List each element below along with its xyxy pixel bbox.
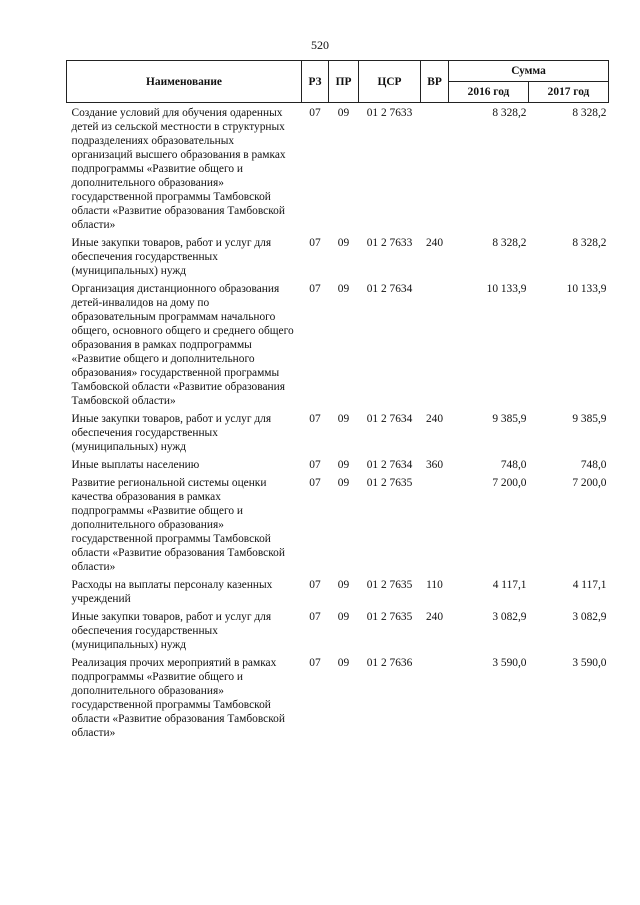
row-name: Развитие региональной системы оценки качества образования в рамках подпрограммы «Развитие общего и дополнительного образования» государственной программы Тамбовской области «Развитие образования Тамбовской области» (71, 477, 285, 573)
budget-table (66, 60, 609, 740)
table-row (67, 454, 609, 472)
row-vr (421, 652, 449, 740)
row-rz: 07 (309, 413, 321, 425)
row-vr: 360 (425, 459, 444, 471)
row-rz: 07 (309, 477, 321, 489)
row-pr: 09 (337, 611, 350, 623)
row-csr: 01 2 7634 (366, 283, 413, 295)
header-sum: Сумма (449, 61, 609, 82)
row-csr: 01 2 7635 (366, 579, 413, 591)
row-vr: 110 (426, 579, 443, 591)
row-sum-2017: 9 385,9 (572, 413, 607, 425)
row-csr: 01 2 7635 (366, 611, 413, 623)
table-row (67, 606, 609, 652)
row-vr: 240 (425, 413, 444, 425)
row-vr (421, 278, 449, 408)
row-csr: 01 2 7633 (366, 237, 413, 249)
row-rz: 07 (309, 237, 321, 249)
row-csr: 01 2 7635 (366, 477, 413, 489)
table-row (67, 103, 609, 233)
row-csr: 01 2 7634 (366, 459, 413, 471)
row-vr: 240 (425, 611, 444, 623)
row-sum-2017: 7 200,0 (572, 477, 607, 489)
row-pr: 09 (337, 107, 350, 119)
row-vr (421, 472, 449, 574)
row-sum-2016: 3 590,0 (492, 657, 527, 669)
table-row (67, 408, 609, 454)
row-sum-2016: 7 200,0 (492, 477, 527, 489)
row-pr: 09 (337, 579, 350, 591)
row-rz: 07 (309, 611, 321, 623)
row-name: Иные закупки товаров, работ и услуг для обеспечения государственных (муниципальных) нужд (71, 413, 272, 453)
row-sum-2016: 8 328,2 (492, 107, 527, 119)
row-sum-2016: 9 385,9 (492, 413, 527, 425)
row-rz: 07 (309, 283, 321, 295)
header-rz: РЗ (302, 61, 329, 103)
row-sum-2016: 4 117,1 (492, 579, 527, 591)
row-sum-2016: 10 133,9 (486, 283, 527, 295)
row-rz: 07 (309, 107, 321, 119)
header-year-2016: 2016 год (449, 82, 529, 103)
row-pr: 09 (337, 413, 350, 425)
row-sum-2016: 3 082,9 (492, 611, 527, 623)
header-vr: ВР (421, 61, 449, 103)
row-rz: 07 (309, 459, 321, 471)
row-sum-2017: 748,0 (580, 459, 607, 471)
header-pr: ПР (329, 61, 359, 103)
row-sum-2016: 8 328,2 (492, 237, 527, 249)
header-year-2017: 2017 год (529, 82, 609, 103)
row-name: Иные закупки товаров, работ и услуг для обеспечения государственных (муниципальных) нужд (71, 611, 272, 651)
table-row (67, 574, 609, 606)
table-row (67, 652, 609, 740)
row-pr: 09 (337, 657, 350, 669)
table-body (67, 103, 609, 741)
row-sum-2017: 3 590,0 (572, 657, 607, 669)
row-pr: 09 (337, 477, 350, 489)
row-csr: 01 2 7633 (366, 107, 413, 119)
row-name: Иные выплаты населению (71, 459, 200, 471)
row-sum-2017: 3 082,9 (572, 611, 607, 623)
row-sum-2017: 10 133,9 (566, 283, 607, 295)
row-vr: 240 (425, 237, 444, 249)
table-row (67, 472, 609, 574)
row-name: Расходы на выплаты персоналу казенных учреждений (71, 579, 273, 605)
row-csr: 01 2 7636 (366, 657, 413, 669)
row-pr: 09 (337, 283, 350, 295)
row-sum-2017: 4 117,1 (572, 579, 607, 591)
header-csr: ЦСР (359, 61, 421, 103)
header-name: Наименование (67, 61, 302, 103)
row-csr: 01 2 7634 (366, 413, 413, 425)
row-name: Организация дистанционного образования детей-инвалидов на дому по образовательным программам начального общего, основного общего и среднего общего образования в рамках подпрограммы «Развитие общего и дополнительного образования» государственной программы Тамбовской области «Развитие образования Тамбовской области» (71, 283, 294, 407)
row-rz: 07 (309, 579, 321, 591)
row-sum-2016: 748,0 (500, 459, 527, 471)
row-name: Создание условий для обучения одаренных детей из сельской местности в структурных подразделениях образовательных организаций высшего образования в рамках подпрограммы «Развитие общего и дополнительного образования» государственной программы Тамбовской области «Развитие образования Тамбовской области» (71, 107, 286, 231)
table-row (67, 232, 609, 278)
row-name: Реализация прочих мероприятий в рамках подпрограммы «Развитие общего и дополнительного образования» государственной программы Тамбовской области «Развитие образования Тамбовской области» (71, 657, 285, 739)
row-rz: 07 (309, 657, 321, 669)
table-row (67, 278, 609, 408)
row-pr: 09 (337, 237, 350, 249)
row-name: Иные закупки товаров, работ и услуг для обеспечения государственных (муниципальных) нужд (71, 237, 272, 277)
row-sum-2017: 8 328,2 (572, 237, 607, 249)
table-header (67, 61, 609, 103)
page-number: 520 (311, 38, 329, 52)
row-sum-2017: 8 328,2 (572, 107, 607, 119)
row-vr (421, 103, 449, 233)
row-pr: 09 (337, 459, 350, 471)
